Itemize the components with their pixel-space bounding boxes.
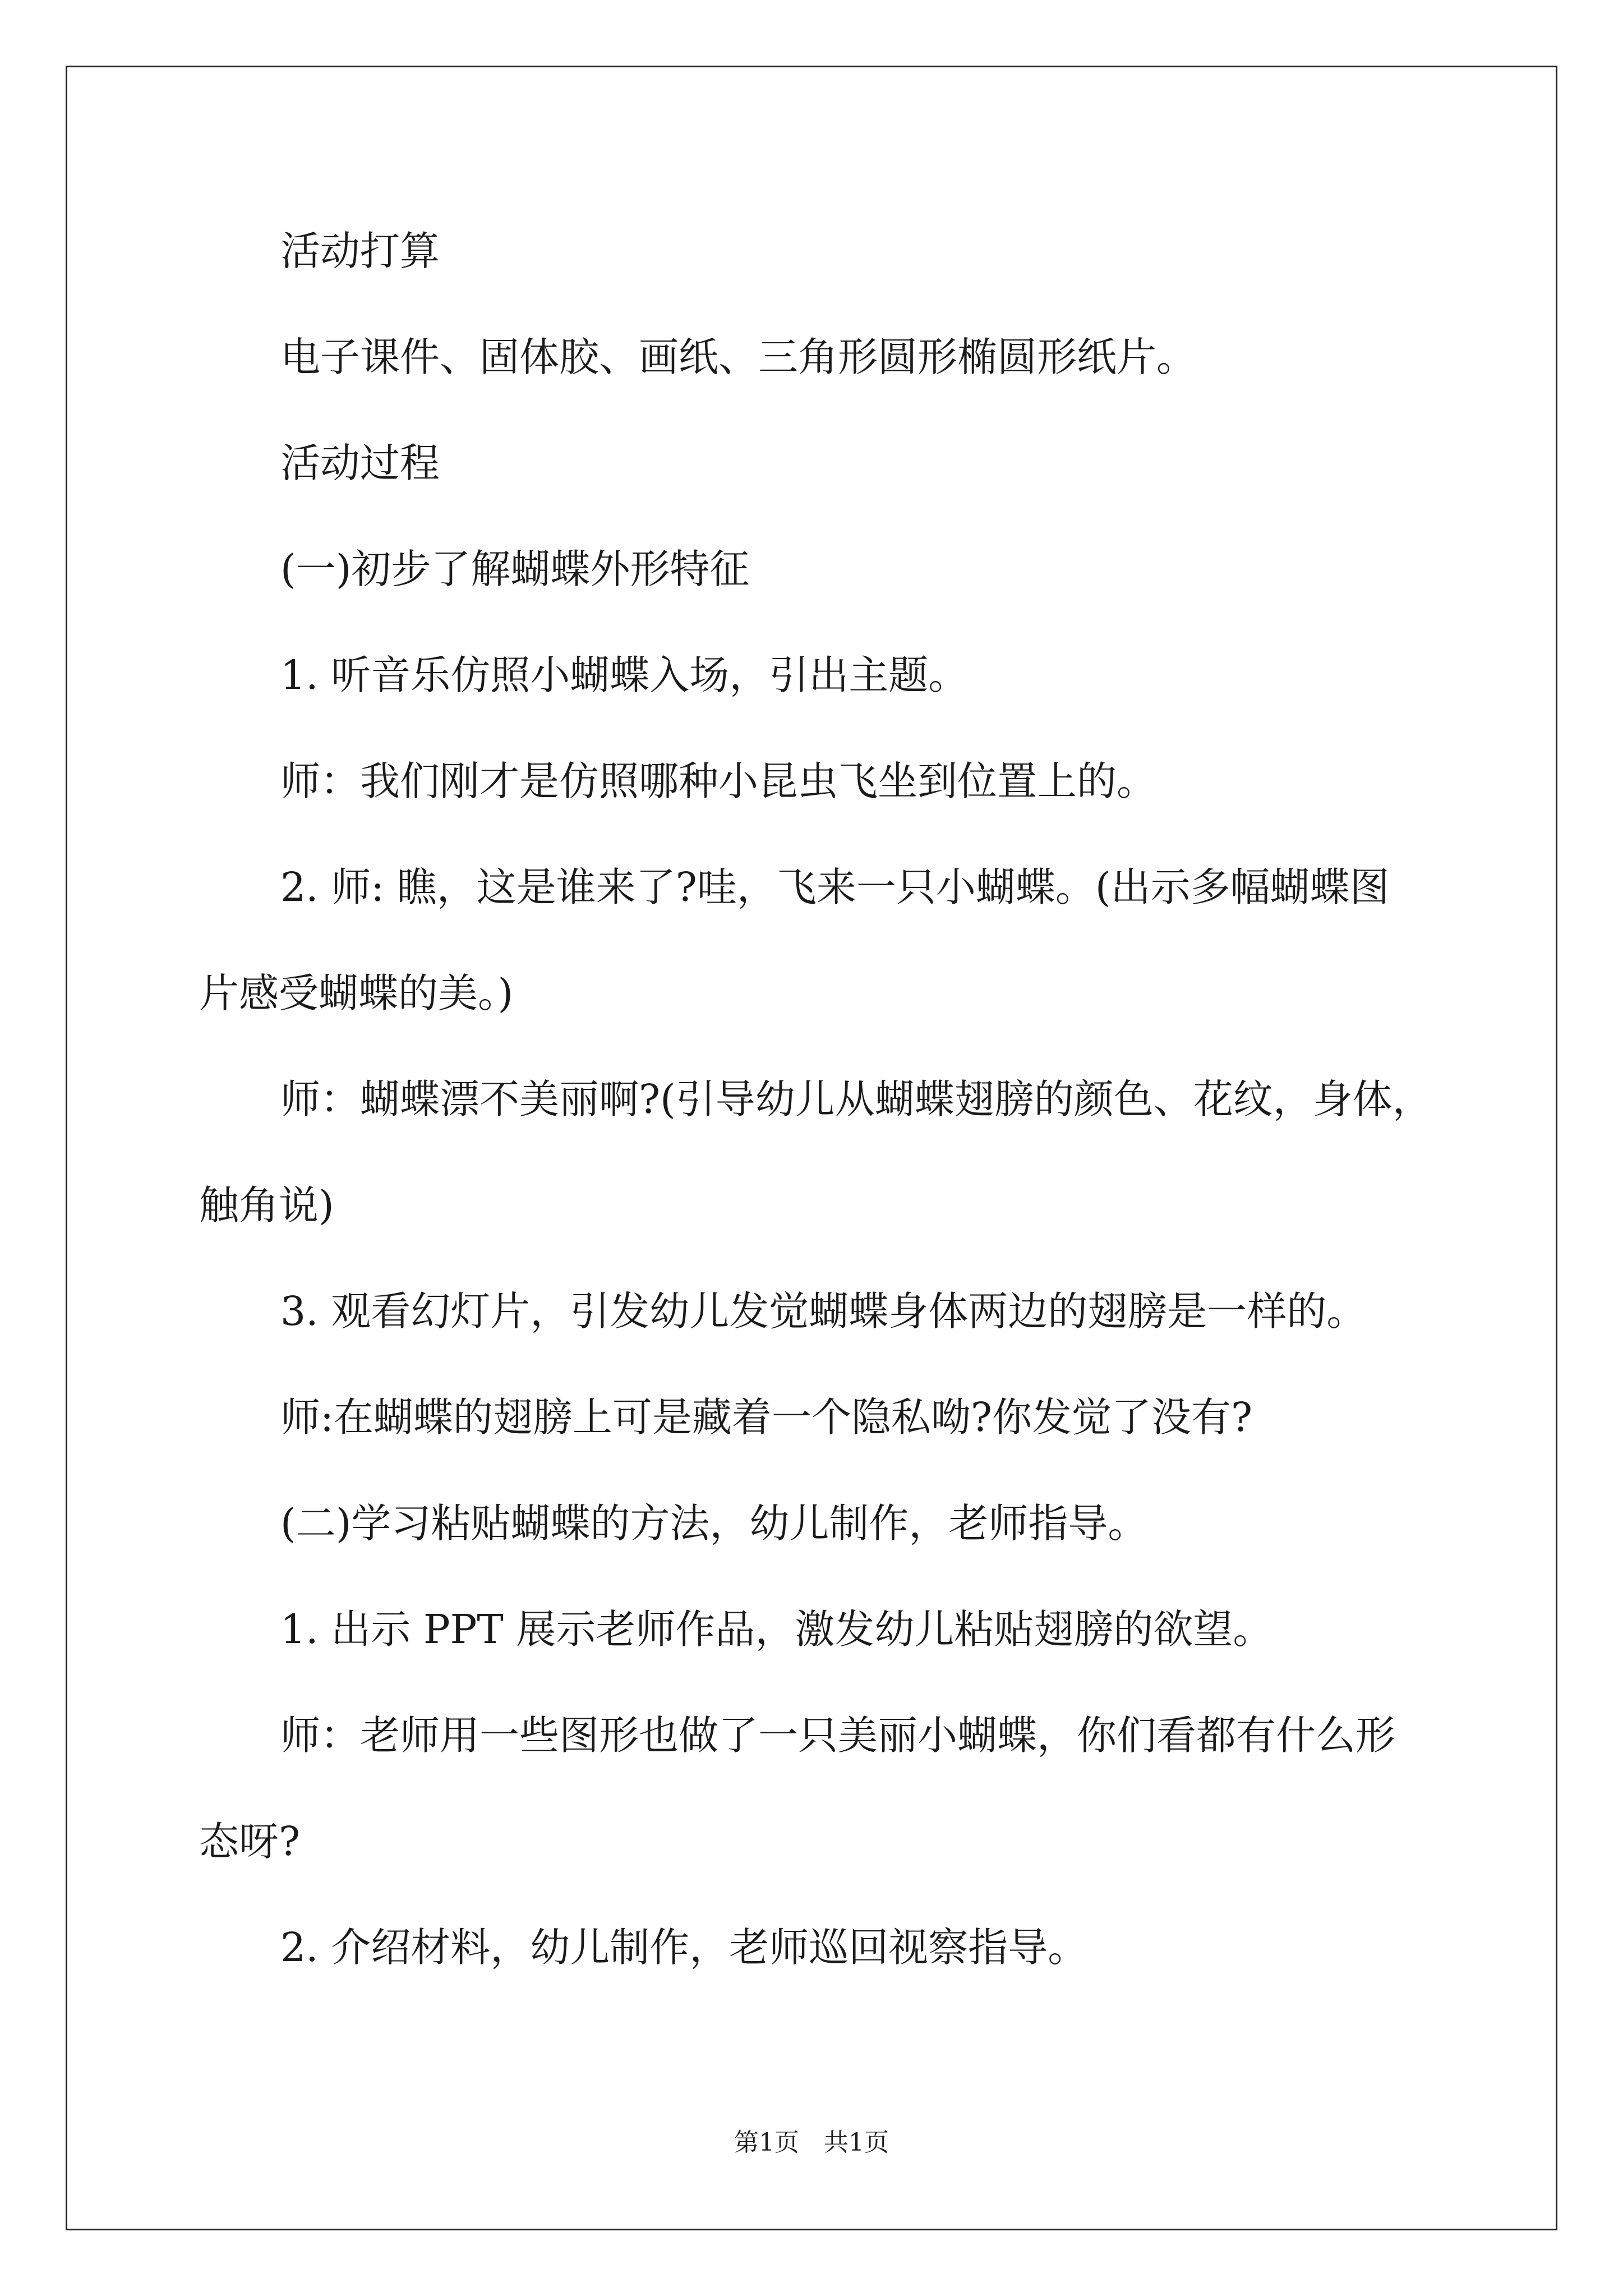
text-line: 师:在蝴蝶的翅膀上可是藏着一个隐私呦?你发觉了没有? bbox=[280, 1394, 1253, 1441]
text-line: 3. 观看幻灯片，引发幼儿发觉蝴蝶身体两边的翅膀是一样的。 bbox=[280, 1288, 1367, 1335]
paragraph-step-2b bbox=[199, 1894, 1489, 2000]
text-line: 2. 介绍材料，幼儿制作，老师巡回视察指导。 bbox=[280, 1924, 1088, 1971]
text-line: 活动打算 bbox=[280, 228, 440, 274]
text-line: 1. 出示 PPT 展示老师作品，激发幼儿粘贴翅膀的欲望。 bbox=[280, 1606, 1273, 1653]
document-body bbox=[199, 198, 1489, 2000]
text-line: 师：老师用一些图形也做了一只美丽小蝴蝶，你们看都有什么形 bbox=[280, 1712, 1396, 1759]
paragraph-step-3 bbox=[199, 1258, 1489, 1364]
text-line: (一)初步了解蝴蝶外形特征 bbox=[280, 546, 750, 592]
page-number: 第1页 bbox=[734, 2128, 799, 2157]
paragraph-section-two bbox=[199, 1470, 1489, 1576]
text-line: 师：我们刚才是仿照哪种小昆虫飞坐到位置上的。 bbox=[280, 758, 1157, 804]
paragraph-teacher-question-4 bbox=[199, 1682, 1489, 1894]
paragraph-step-2 bbox=[199, 834, 1489, 1046]
text-line: 电子课件、固体胶、画纸、三角形圆形椭圆形纸片。 bbox=[280, 334, 1197, 380]
paragraph-teacher-question-3 bbox=[199, 1364, 1489, 1470]
text-line: 触角说) bbox=[199, 1182, 334, 1228]
paragraph-teacher-question-1 bbox=[199, 728, 1489, 834]
paragraph-heading-process bbox=[199, 410, 1489, 516]
text-line: 片感受蝴蝶的美。) bbox=[199, 970, 514, 1016]
text-line: 活动过程 bbox=[280, 440, 440, 486]
paragraph-materials bbox=[199, 304, 1489, 410]
paragraph-heading-preparation bbox=[199, 198, 1489, 304]
text-line: 态呀? bbox=[199, 1818, 301, 1865]
page-total: 共1页 bbox=[824, 2128, 889, 2157]
text-line: 师：蝴蝶漂不美丽啊?(引导幼儿从蝴蝶翅膀的颜色、花纹，身体， bbox=[280, 1076, 1432, 1122]
page-footer bbox=[0, 2126, 1623, 2160]
paragraph-step-1b bbox=[199, 1576, 1489, 1682]
text-line: (二)学习粘贴蝴蝶的方法，幼儿制作，老师指导。 bbox=[280, 1500, 1148, 1547]
paragraph-section-one bbox=[199, 516, 1489, 622]
text-line: 1. 听音乐仿照小蝴蝶入场，引出主题。 bbox=[280, 652, 969, 698]
paragraph-step-1 bbox=[199, 622, 1489, 728]
text-line: 2. 师: 瞧，这是谁来了?哇，飞来一只小蝴蝶。(出示多幅蝴蝶图 bbox=[280, 864, 1390, 910]
paragraph-teacher-question-2 bbox=[199, 1046, 1489, 1258]
